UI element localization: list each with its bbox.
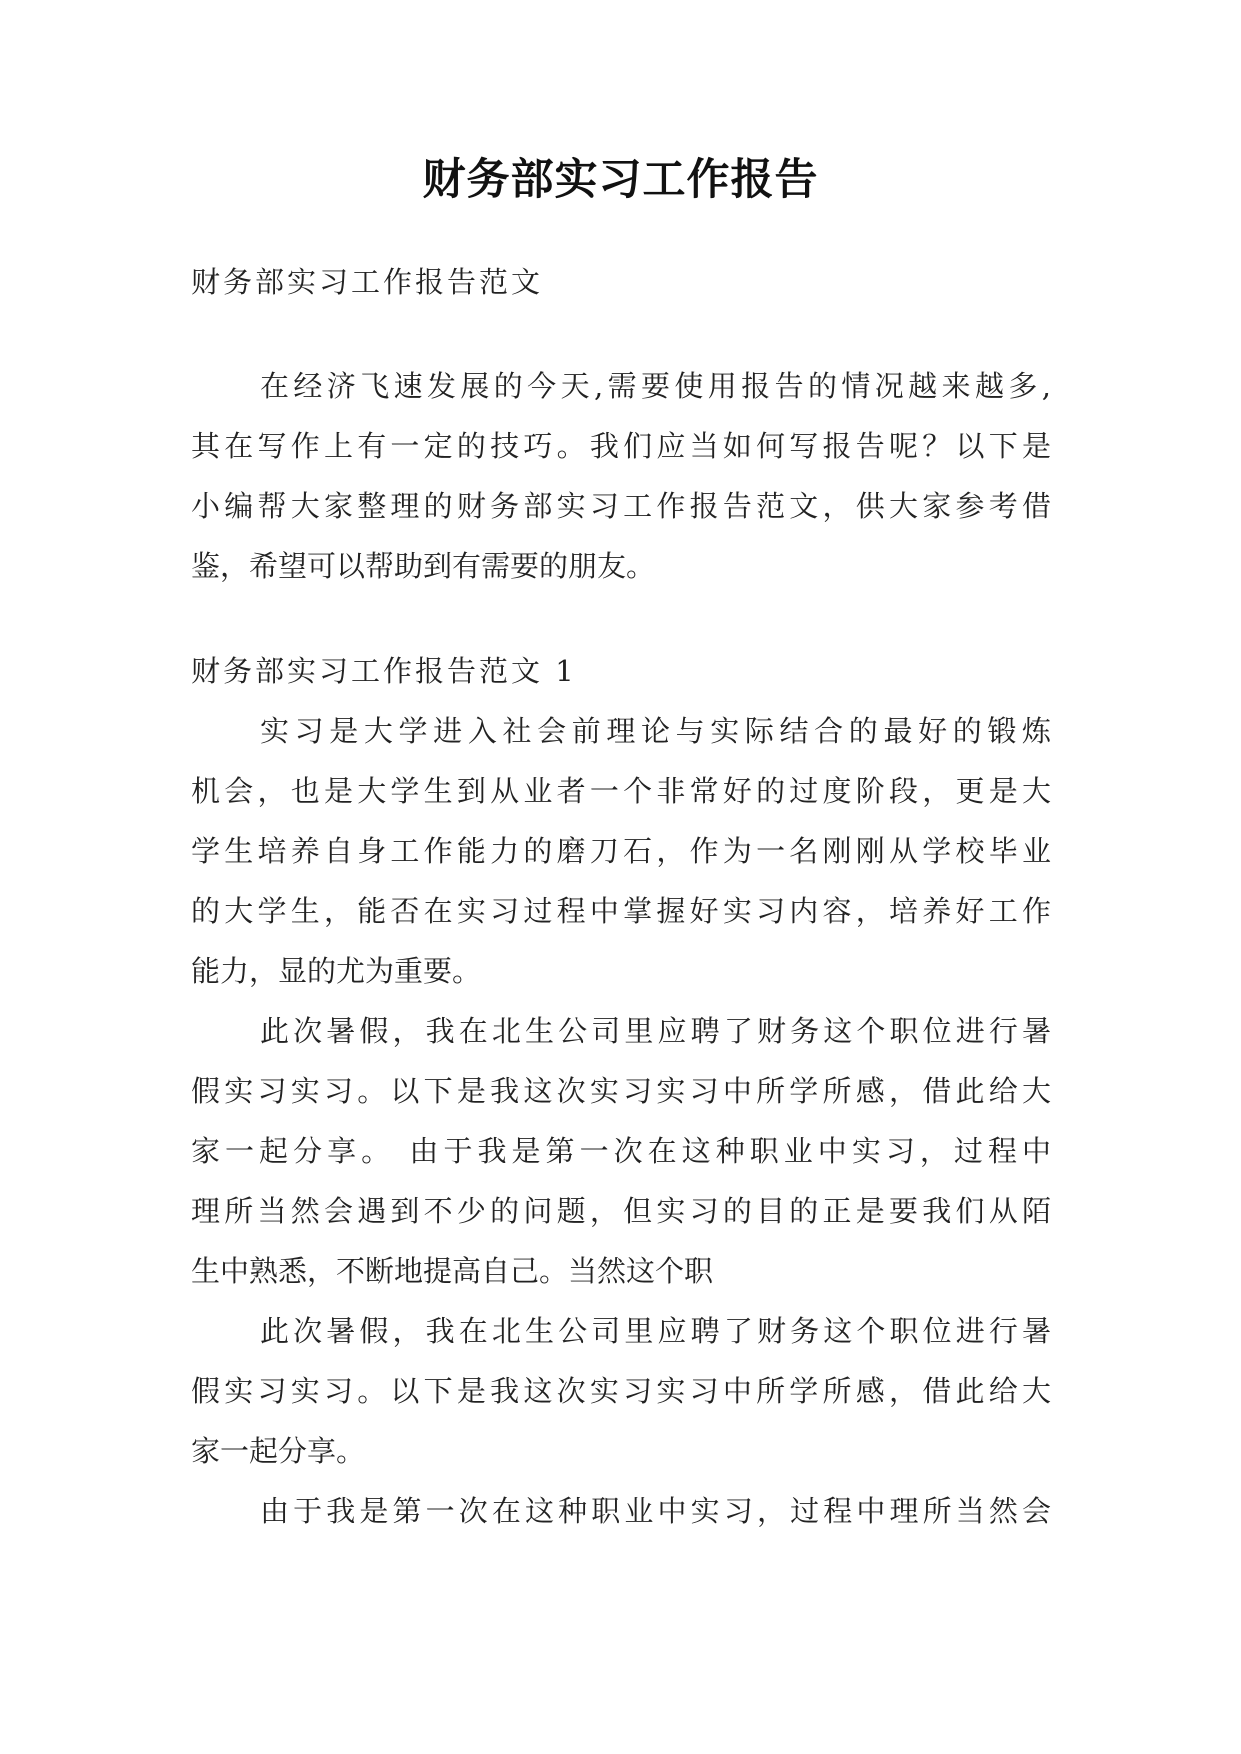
paragraph-line: 家一起分享。 bbox=[191, 1434, 366, 1468]
intro-line: 小编帮大家整理的财务部实习工作报告范文，供大家参考借 bbox=[191, 489, 1051, 523]
document-title: 财务部实习工作报告 bbox=[422, 155, 819, 205]
paragraph-line: 此次暑假，我在北生公司里应聘了财务这个职位进行暑 bbox=[260, 1314, 1051, 1348]
paragraph-line: 的大学生，能否在实习过程中掌握好实习内容，培养好工作 bbox=[191, 894, 1051, 928]
paragraph-line: 理所当然会遇到不少的问题，但实习的目的正是要我们从陌 bbox=[191, 1194, 1051, 1228]
paragraph-line: 机会，也是大学生到从业者一个非常好的过度阶段，更是大 bbox=[191, 774, 1051, 808]
document-subtitle: 财务部实习工作报告范文 bbox=[191, 265, 544, 299]
paragraph-line: 能力，显的尤为重要。 bbox=[191, 954, 482, 988]
paragraph-line: 此次暑假，我在北生公司里应聘了财务这个职位进行暑 bbox=[260, 1014, 1051, 1048]
paragraph-line: 假实习实习。以下是我这次实习实习中所学所感，借此给大 bbox=[191, 1074, 1051, 1108]
paragraph-line: 家一起分享。 由于我是第一次在这种职业中实习，过程中 bbox=[191, 1134, 1051, 1168]
intro-line: 鉴，希望可以帮助到有需要的朋友。 bbox=[191, 549, 656, 583]
paragraph-line: 学生培养自身工作能力的磨刀石，作为一名刚刚从学校毕业 bbox=[191, 834, 1051, 868]
paragraph-line: 实习是大学进入社会前理论与实际结合的最好的锻炼 bbox=[260, 714, 1051, 748]
intro-line: 其在写作上有一定的技巧。我们应当如何写报告呢？以下是 bbox=[191, 429, 1051, 463]
paragraph-line: 生中熟悉，不断地提高自己。当然这个职 bbox=[191, 1254, 714, 1288]
section-heading: 财务部实习工作报告范文 1 bbox=[191, 654, 577, 688]
intro-line: 在经济飞速发展的今天,需要使用报告的情况越来越多, bbox=[260, 369, 1051, 403]
paragraph-line: 假实习实习。以下是我这次实习实习中所学所感，借此给大 bbox=[191, 1374, 1051, 1408]
paragraph-line: 由于我是第一次在这种职业中实习，过程中理所当然会 bbox=[260, 1494, 1051, 1528]
